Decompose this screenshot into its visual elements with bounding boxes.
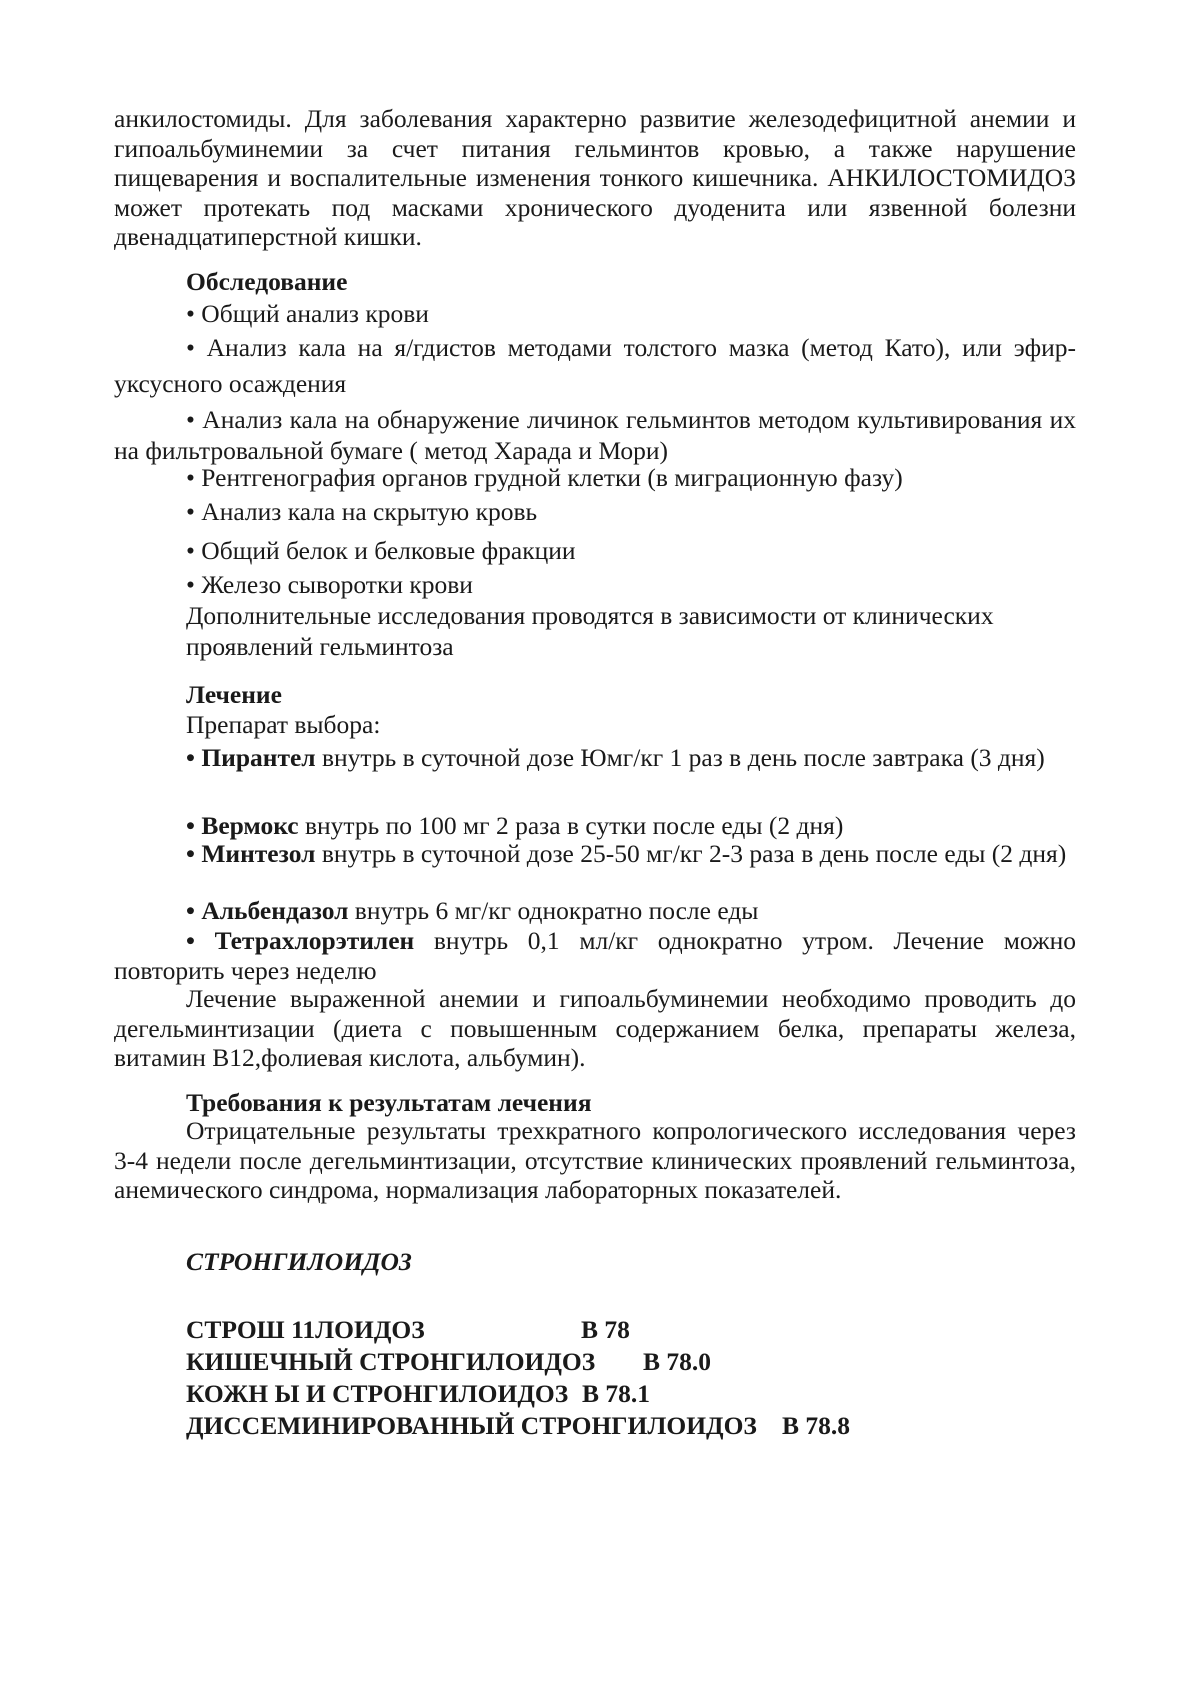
treatment-heading: Лечение bbox=[186, 680, 282, 709]
drug-entry bbox=[114, 839, 1076, 869]
icd-name: КИШЕЧНЫЙ СТРОНГИЛОИДОЗ bbox=[186, 1347, 596, 1376]
icd-code-row bbox=[186, 1315, 630, 1345]
intro-paragraph: анкилостомиды. Для заболевания характерно развитие железодефицитной анемии и гипоальбуминемии за счет питания гельминтов кровью, а также нарушение пищеварения и воспалительные изменения тонкого кишечника. АНКИЛОСТОМИДОЗ может протекать под масками хронического дуоденита или язвенной болезни двенадцатиперстной кишки. bbox=[114, 104, 1076, 251]
requirements-heading: Требования к результатам лечения bbox=[186, 1088, 592, 1117]
icd-name: КОЖН Ы И СТРОНГИЛОИДОЗ bbox=[186, 1379, 569, 1408]
icd-name: ДИССЕМИНИРОВАННЫЙ СТРОНГИЛОИДОЗ bbox=[186, 1411, 757, 1440]
drug-bullet: • bbox=[186, 839, 202, 868]
exam-item: • Анализ кала на я/гдистов методами толстого мазка (метод Като), или эфир-уксусного осаждения bbox=[114, 333, 1076, 398]
drug-text: внутрь в суточной дозе 25-50 мг/кг 2-3 раза в день после еды (2 дня) bbox=[315, 839, 1067, 868]
icd-code: В 78.0 bbox=[643, 1347, 712, 1376]
exam-heading: Обследование bbox=[186, 267, 348, 296]
drug-bullet: • bbox=[186, 926, 215, 955]
drug-entry bbox=[114, 896, 1076, 926]
section-title: СТРОНГИЛОИДОЗ bbox=[186, 1247, 412, 1276]
exam-item: • Железо сыворотки крови bbox=[186, 570, 473, 599]
icd-code-row bbox=[186, 1379, 651, 1409]
drug-name: Пирантел bbox=[201, 743, 316, 772]
treatment-choice-label: Препарат выбора: bbox=[186, 710, 381, 739]
drug-bullet: • bbox=[186, 743, 202, 772]
drug-text: внутрь 6 мг/кг однократно после еды bbox=[348, 896, 759, 925]
drug-text: внутрь по 100 мг 2 раза в сутки после еды (2 дня) bbox=[298, 811, 844, 840]
icd-code-row bbox=[186, 1411, 851, 1441]
anemia-note: Лечение выраженной анемии и гипоальбуминемии необходимо проводить до дегельминтизации (диета с повышенным содержанием белка, препараты железа, витамин В12,фолиевая кислота, альбумин). bbox=[114, 984, 1076, 1072]
drug-name: Тетрахлорэтилен bbox=[214, 926, 415, 955]
drug-entry bbox=[114, 811, 1076, 841]
icd-code: В 78 bbox=[581, 1315, 630, 1344]
drug-bullet: • bbox=[186, 896, 202, 925]
drug-name: Вермокс bbox=[201, 811, 299, 840]
drug-name: Минтезол bbox=[201, 839, 316, 868]
icd-code: В 78.1 bbox=[582, 1379, 651, 1408]
drug-name: Альбендазол bbox=[201, 896, 349, 925]
drug-text: внутрь 0,1 мл/кг однократно утром. Лечение можно повторить через неделю bbox=[114, 926, 1076, 985]
drug-bullet: • bbox=[186, 811, 202, 840]
icd-code: В 78.8 bbox=[782, 1411, 851, 1440]
requirements-text: Отрицательные результаты трехкратного копрологического исследования через 3-4 недели после дегельминтизации, отсутствие клинических проявлений гельминтоза, анемического синдрома, нормализация лабораторных показателей. bbox=[114, 1116, 1076, 1204]
exam-item: • Общий белок и белковые фракции bbox=[186, 536, 576, 565]
icd-name: СТРОШ 11ЛОИДОЗ bbox=[186, 1315, 425, 1344]
icd-code-row bbox=[186, 1347, 712, 1377]
drug-entry bbox=[114, 740, 1076, 776]
exam-item: • Рентгенография органов грудной клетки (в миграционную фазу) bbox=[186, 463, 903, 492]
drug-text: внутрь в суточной дозе Юмг/кг 1 раз в день после завтрака (3 дня) bbox=[315, 743, 1045, 772]
exam-item: • Общий анализ крови bbox=[186, 299, 429, 328]
exam-item: • Анализ кала на скрытую кровь bbox=[186, 497, 538, 526]
drug-entry bbox=[114, 926, 1076, 985]
exam-item: • Анализ кала на обнаружение личинок гельминтов методом культивирования их на фильтровальной бумаге ( метод Харада и Мори) bbox=[114, 405, 1076, 465]
exam-note: Дополнительные исследования проводятся в зависимости от клинических проявлений гельминтоза bbox=[186, 601, 994, 661]
